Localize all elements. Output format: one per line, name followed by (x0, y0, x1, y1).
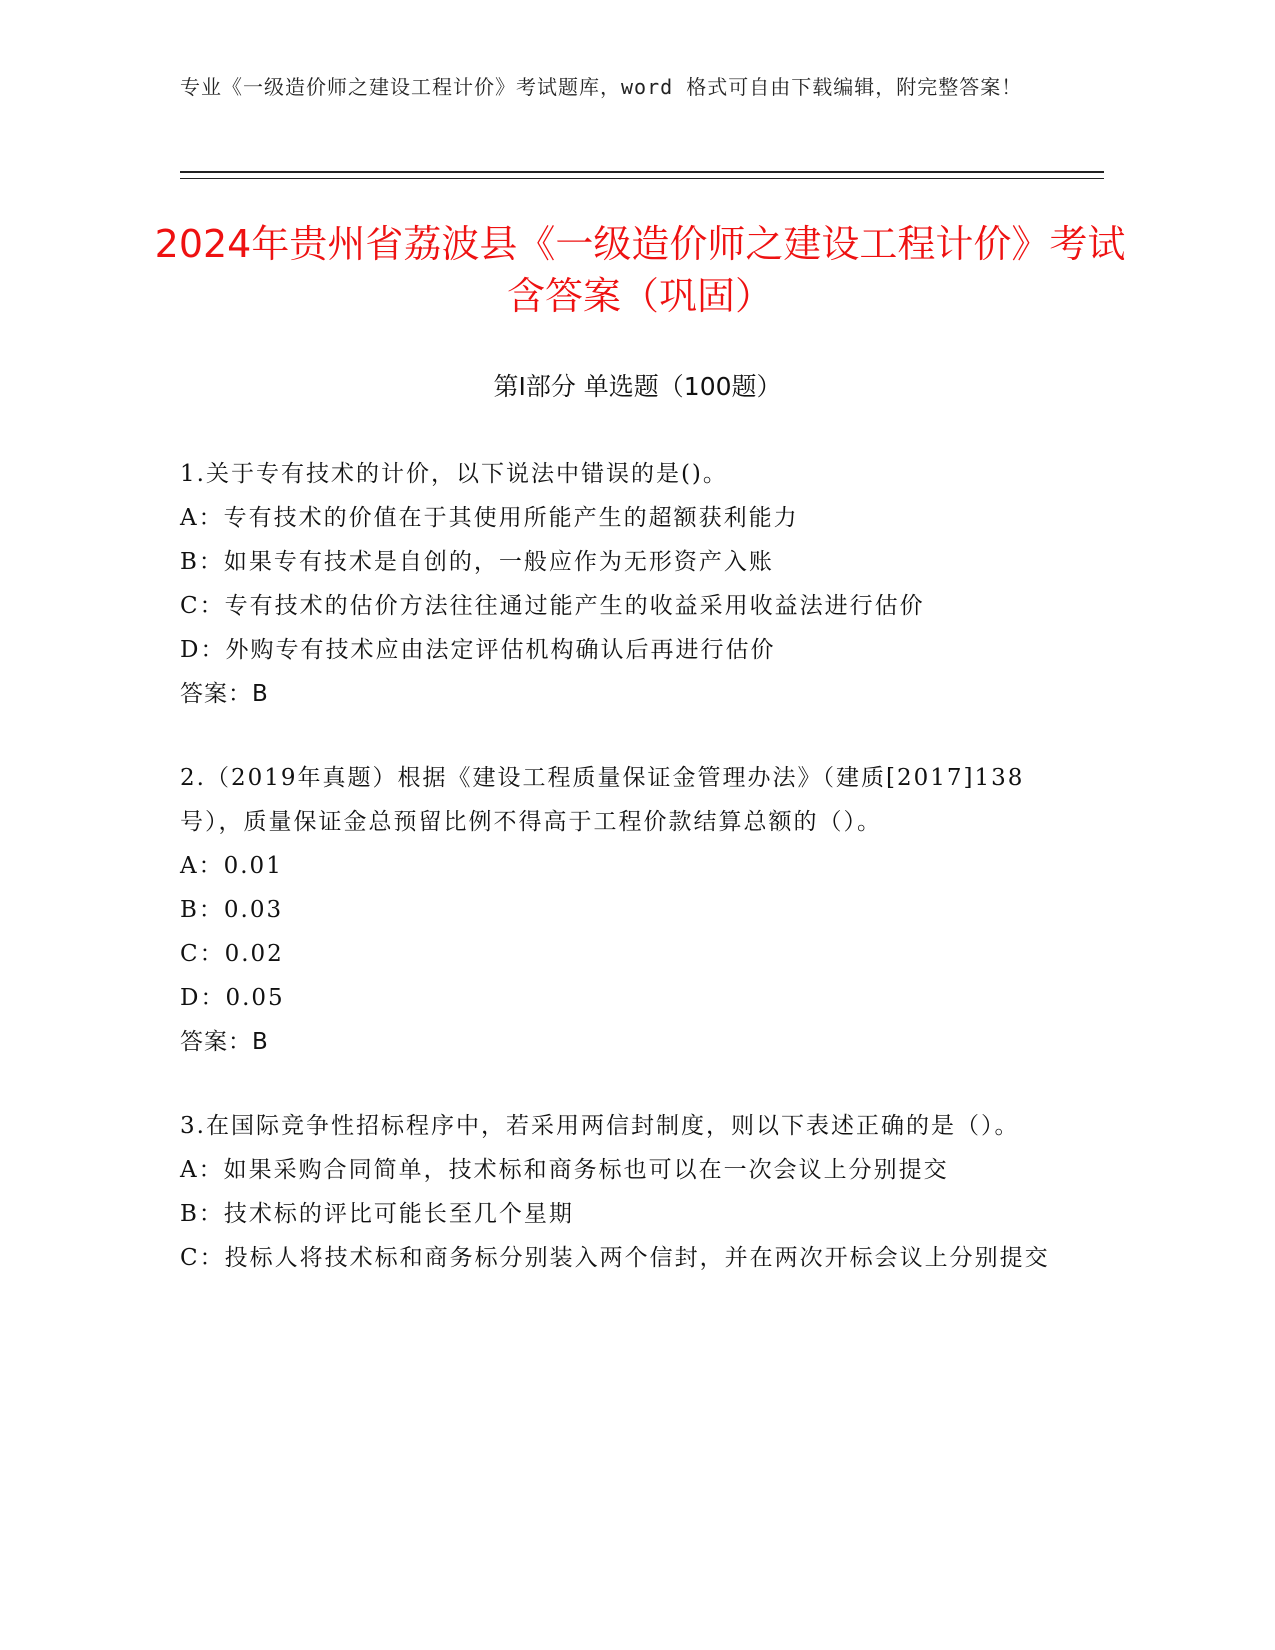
option-b: B：0.03 (180, 897, 284, 923)
option-a: A：如果采购合同简单，技术标和商务标也可以在一次会议上分别提交 (180, 1157, 949, 1183)
option-c: C：0.02 (180, 941, 284, 967)
question-stem: 2.（2019年真题）根据《建设工程质量保证金管理办法》（建质[2017]138号），质量保证金总预留比例不得高于工程价款结算总额的（）。 (180, 765, 1025, 835)
option-a: A：0.01 (180, 853, 283, 879)
option-c: C：投标人将技术标和商务标分别装入两个信封，并在两次开标会议上分别提交 (180, 1245, 1050, 1271)
option-d: D：外购专有技术应由法定评估机构确认后再进行估价 (180, 637, 776, 663)
question-stem: 3.在国际竞争性招标程序中，若采用两信封制度，则以下表述正确的是（）。 (180, 1113, 1020, 1139)
option-a: A：专有技术的价值在于其使用所能产生的超额获利能力 (180, 505, 799, 531)
answer: 答案：B (180, 1029, 269, 1055)
question-3 (180, 1104, 1050, 1280)
section-title: 第Ⅰ部分 单选题（100题） (493, 372, 782, 401)
option-d: D：0.05 (180, 985, 285, 1011)
option-c: C：专有技术的估价方法往往通过能产生的收益采用收益法进行估价 (180, 593, 925, 619)
question-stem: 1.关于专有技术的计价，以下说法中错误的是()。 (180, 461, 728, 487)
question-2 (180, 756, 1050, 1064)
option-b: B：技术标的评比可能长至几个星期 (180, 1201, 574, 1227)
option-b: B：如果专有技术是自创的，一般应作为无形资产入账 (180, 549, 774, 575)
document-title: 2024年贵州省荔波县《一级造价师之建设工程计价》考试含答案（巩固） (154, 222, 1126, 318)
header-note: 专业《一级造价师之建设工程计价》考试题库，word 格式可自由下载编辑，附完整答案！ (180, 75, 1023, 99)
answer: 答案：B (180, 681, 269, 707)
question-list (180, 452, 1050, 1320)
question-1 (180, 452, 1050, 716)
header-divider-thin (180, 178, 1104, 179)
header-divider (180, 171, 1104, 173)
